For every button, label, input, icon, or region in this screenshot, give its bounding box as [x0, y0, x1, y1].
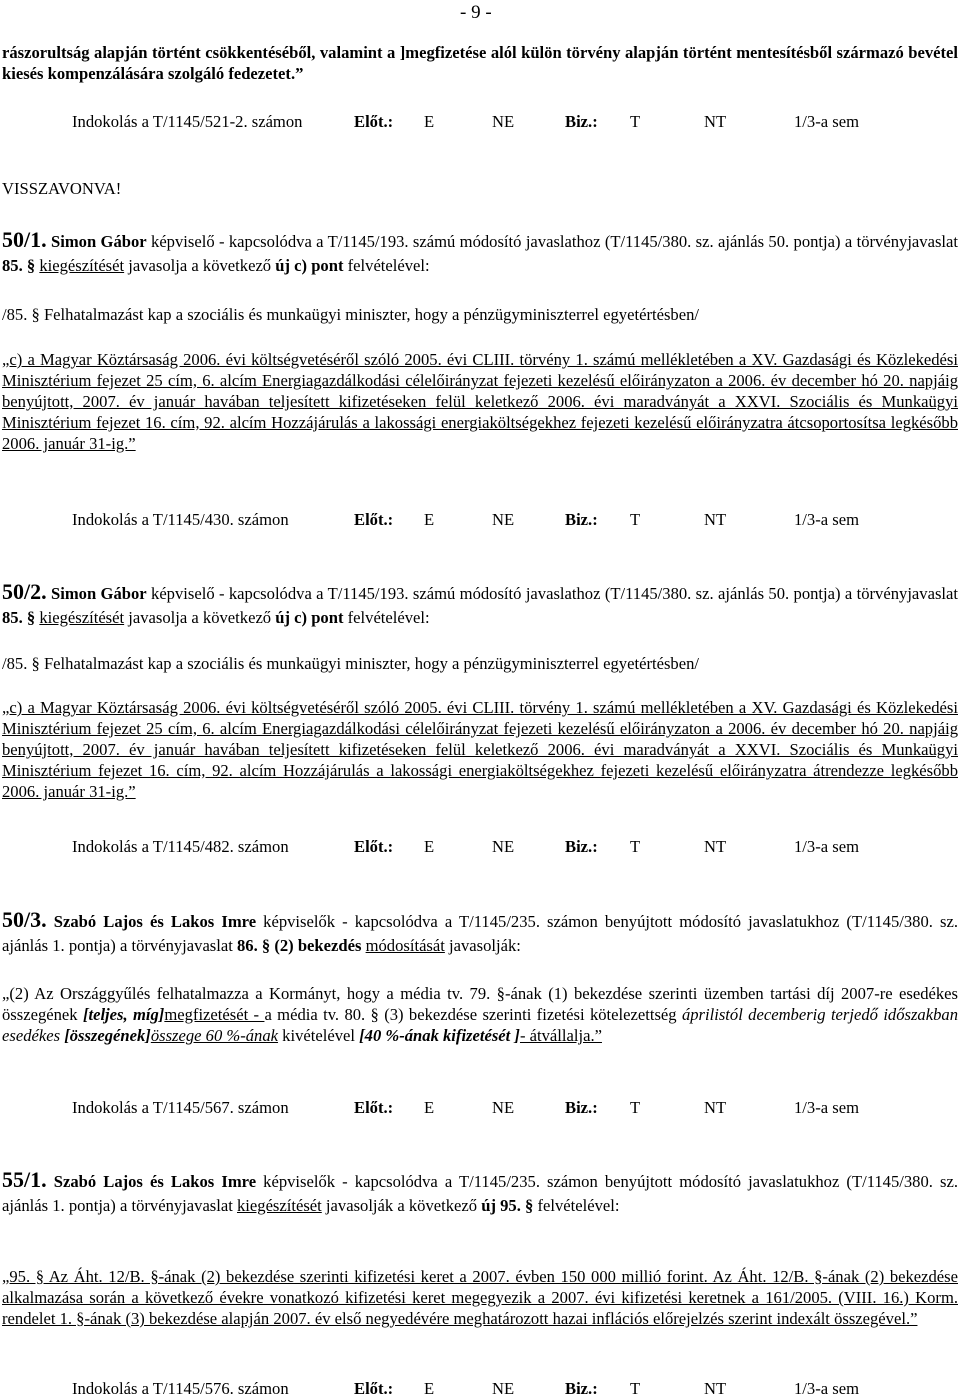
- paragraph-ref: 85. §: [2, 608, 36, 627]
- elot-ne: NE: [492, 510, 515, 529]
- biz-nt: NT: [704, 510, 727, 529]
- section-50-1-quote: „c) a Magyar Köztársaság 2006. évi költségvetéséről szóló 2005. évi CLIII. törvény 1. számú mellékletében a XV. Gazdasági és Közlekedési Minisztérium fejezet 25 cím, 6. alcím Energiagazdálkodási célelőirányzat fejezeti kezelésű előirányzaton a 2006. év december hó 20. napjáig benyújtott, 2007. év január havában teljesített kifizetéseken felül keletkező 2006. évi maradványát a XXVI. Szociális és Munkaügyi Minisztérium fejezet 16. cím, 92. alcím Hozzájárulás a lakossági energiaköltségekhez fejezeti kezelésű előirányzatra átcsoportosítsa legkésőbb 2006. január 31-ig.”: [2, 350, 958, 453]
- elot-value: E: [424, 510, 435, 529]
- elot-ne: NE: [492, 1098, 515, 1117]
- biz-value: T: [630, 112, 641, 131]
- section-number: 55/1.: [2, 1167, 47, 1192]
- sem-value: 1/3-a sem: [794, 510, 859, 529]
- biz-nt: NT: [704, 837, 727, 856]
- quote-text-2: a média tv. 80. § (3) bekezdése szerinti fizetési kötelezettség: [264, 1005, 682, 1024]
- quote-deleted-3: [40 %-ának kifizetését ]: [359, 1026, 520, 1045]
- elot-ne: NE: [492, 837, 515, 856]
- section-50-2-line85: /85. § Felhatalmazást kap a szociális és munkaügyi miniszter, hogy a pénzügyminiszterrel egyetértésben/: [2, 654, 699, 673]
- new-paragraph-ref: új 95. §: [481, 1196, 534, 1215]
- section-50-1-line85: /85. § Felhatalmazást kap a szociális és munkaügyi miniszter, hogy a pénzügyminiszterrel egyetértésben/: [2, 305, 699, 324]
- section-55-1-quote: „95. § Az Áht. 12/B. §-ának (2) bekezdése szerinti kifizetési keret a 2007. évben 150 000 millió forint. Az Áht. 12/B. §-ának (2) bekezdése alkalmazása során a következő évekre vonatkozó kifizetési keret megegyezik a 2007. évi kifizetési keretnek a 161/2005. (VIII. 16.) Korm. rendelet 1. §-ának (3) bekezdése alapján 2007. év első negyedévére meghatározott hazai inflációs előrejelzés szerint indexált összegével.”: [2, 1267, 958, 1328]
- indoklas-ref: Indokolás a T/1145/482. számon: [72, 837, 289, 856]
- author-name: Simon Gábor: [51, 232, 147, 251]
- biz-value: T: [630, 837, 641, 856]
- indoklas-ref: Indokolás a T/1145/430. számon: [72, 510, 289, 529]
- indoklas-ref: Indokolás a T/1145/567. számon: [72, 1098, 289, 1117]
- indoklas-ref: Indokolás a T/1145/521-2. számon: [72, 112, 303, 131]
- heading-text: képviselők - kapcsolódva a T/1145/235. számon benyújtott módosító javaslatukhoz (T/1145/380. sz. ajánlás 1. pontja) a törvényjavaslat: [2, 912, 958, 955]
- elot-label: Előt.:: [354, 837, 394, 856]
- heading-text: képviselők - kapcsolódva a T/1145/235. számon benyújtott módosító javaslatukhoz (T/1145/380. sz. ajánlás 1. pontja) a törvényjavaslat: [2, 1172, 958, 1215]
- biz-nt: NT: [704, 1379, 727, 1398]
- section-number: 50/2.: [2, 579, 47, 604]
- biz-label: Biz.:: [565, 112, 598, 131]
- section-50-2-heading: [2, 580, 958, 630]
- heading-text: képviselő - kapcsolódva a T/1145/193. számú módosító javaslathoz (T/1145/380. sz. ajánlás 50. pontja) a törvényjavaslat: [146, 232, 958, 251]
- section-50-3-heading: [2, 908, 958, 958]
- indoklas-row-5: [72, 1378, 952, 1399]
- sem-value: 1/3-a sem: [794, 112, 859, 131]
- new-point-ref: új c) pont: [275, 608, 344, 627]
- section-50-2-quote: „c) a Magyar Köztársaság 2006. évi költségvetéséről szóló 2005. évi CLIII. törvény 1. számú mellékletében a XV. Gazdasági és Közlekedési Minisztérium fejezet 25 cím, 6. alcím Energiagazdálkodási célelőirányzat fejezeti kezelésű előirányzaton a 2006. év december hó 20. napjáig benyújtott, 2007. év január havában teljesített kifizetéseken felül keletkező 2006. évi maradványát a XXVI. Szociális és Munkaügyi Minisztérium fejezet 16. cím, 92. alcím Hozzájárulás a lakossági energiaköltségekhez fejezeti kezelésű előirányzatra átrendezze legkésőbb 2006. január 31-ig.”: [2, 698, 958, 801]
- biz-label: Biz.:: [565, 1098, 598, 1117]
- quote-inserted-2: összege 60 %-ának: [150, 1026, 279, 1045]
- biz-nt: NT: [704, 1098, 727, 1117]
- quote-text-1: „(2) Az Országgyűlés felhatalmazza a Kormányt, hogy a média tv. 79. §-ának (1) bekezdése szerinti üzemben tartási díj 2007-re esedékes összegének: [2, 984, 958, 1024]
- intro-text: rászorultság alapján történt csökkentéséből, valamint a ]megfizetése alól külön törvény alapján történt mentesítésből származó bevétel kiesés kompenzálására szolgáló fedezetet.”: [2, 43, 958, 83]
- elot-value: E: [424, 112, 435, 131]
- section-number: 50/3.: [2, 907, 47, 932]
- biz-value: T: [630, 1379, 641, 1398]
- author-names: Szabó Lajos és Lakos Imre: [53, 1172, 257, 1191]
- elot-label: Előt.:: [354, 1379, 394, 1398]
- new-point-ref: új c) pont: [275, 256, 344, 275]
- heading-text-2: javasolja a következő: [124, 256, 276, 275]
- heading-text-2: javasolják a következő: [321, 1196, 482, 1215]
- quote-deleted-2: [összegének]: [64, 1026, 151, 1045]
- biz-nt: NT: [704, 112, 727, 131]
- heading-text-3: felvételével:: [343, 256, 430, 275]
- elot-label: Előt.:: [354, 510, 394, 529]
- indoklas-row-3: [72, 836, 952, 857]
- author-name: Simon Gábor: [51, 584, 147, 603]
- elot-label: Előt.:: [354, 1098, 394, 1117]
- author-names: Szabó Lajos és Lakos Imre: [53, 912, 257, 931]
- kiegeszites-term: kiegészítését: [39, 608, 125, 627]
- quote-inserted-3: - átvállalja.”: [519, 1026, 602, 1045]
- indoklas-row-4: [72, 1097, 952, 1118]
- section-50-3-quote: [2, 983, 958, 1046]
- biz-label: Biz.:: [565, 510, 598, 529]
- visszavonva-label: VISSZAVONVA!: [2, 179, 122, 198]
- sem-value: 1/3-a sem: [794, 1379, 859, 1398]
- elot-value: E: [424, 1379, 435, 1398]
- biz-value: T: [630, 510, 641, 529]
- page-number: - 9 -: [460, 2, 492, 23]
- heading-text-3: felvételével:: [343, 608, 430, 627]
- heading-text: képviselő - kapcsolódva a T/1145/193. számú módosító javaslathoz (T/1145/380. sz. ajánlás 50. pontja) a törvényjavaslat: [146, 584, 958, 603]
- biz-label: Biz.:: [565, 837, 598, 856]
- elot-ne: NE: [492, 1379, 515, 1398]
- elot-value: E: [424, 1098, 435, 1117]
- indoklas-ref: Indokolás a T/1145/576. számon: [72, 1379, 289, 1398]
- sem-value: 1/3-a sem: [794, 837, 859, 856]
- section-55-1-heading: [2, 1168, 958, 1218]
- elot-label: Előt.:: [354, 112, 394, 131]
- sem-value: 1/3-a sem: [794, 1098, 859, 1117]
- elot-ne: NE: [492, 112, 515, 131]
- biz-value: T: [630, 1098, 641, 1117]
- intro-paragraph: [2, 42, 958, 84]
- heading-text-3: felvételével:: [533, 1196, 620, 1215]
- kiegeszites-term: kiegészítését: [237, 1196, 322, 1215]
- quote-deleted-1: [teljes, míg]: [82, 1005, 165, 1024]
- quote-inserted-1: megfizetését -: [164, 1005, 265, 1024]
- indoklas-row-1: [72, 111, 952, 132]
- elot-value: E: [424, 837, 435, 856]
- heading-text-2: javasolja a következő: [124, 608, 276, 627]
- section-50-1-heading: [2, 228, 958, 278]
- kiegeszites-term: kiegészítését: [39, 256, 125, 275]
- paragraph-ref: 86. § (2) bekezdés: [237, 936, 362, 955]
- quote-italic: áprilistól decemberig terjedő időszakban esedékes: [2, 1005, 958, 1045]
- biz-label: Biz.:: [565, 1379, 598, 1398]
- indoklas-row-2: [72, 509, 952, 530]
- paragraph-ref: 85. §: [2, 256, 36, 275]
- quote-text-3: kivételével: [278, 1026, 360, 1045]
- modositas-term: módosítását: [365, 936, 445, 955]
- section-number: 50/1.: [2, 227, 47, 252]
- heading-text-2: javasolják:: [444, 936, 521, 955]
